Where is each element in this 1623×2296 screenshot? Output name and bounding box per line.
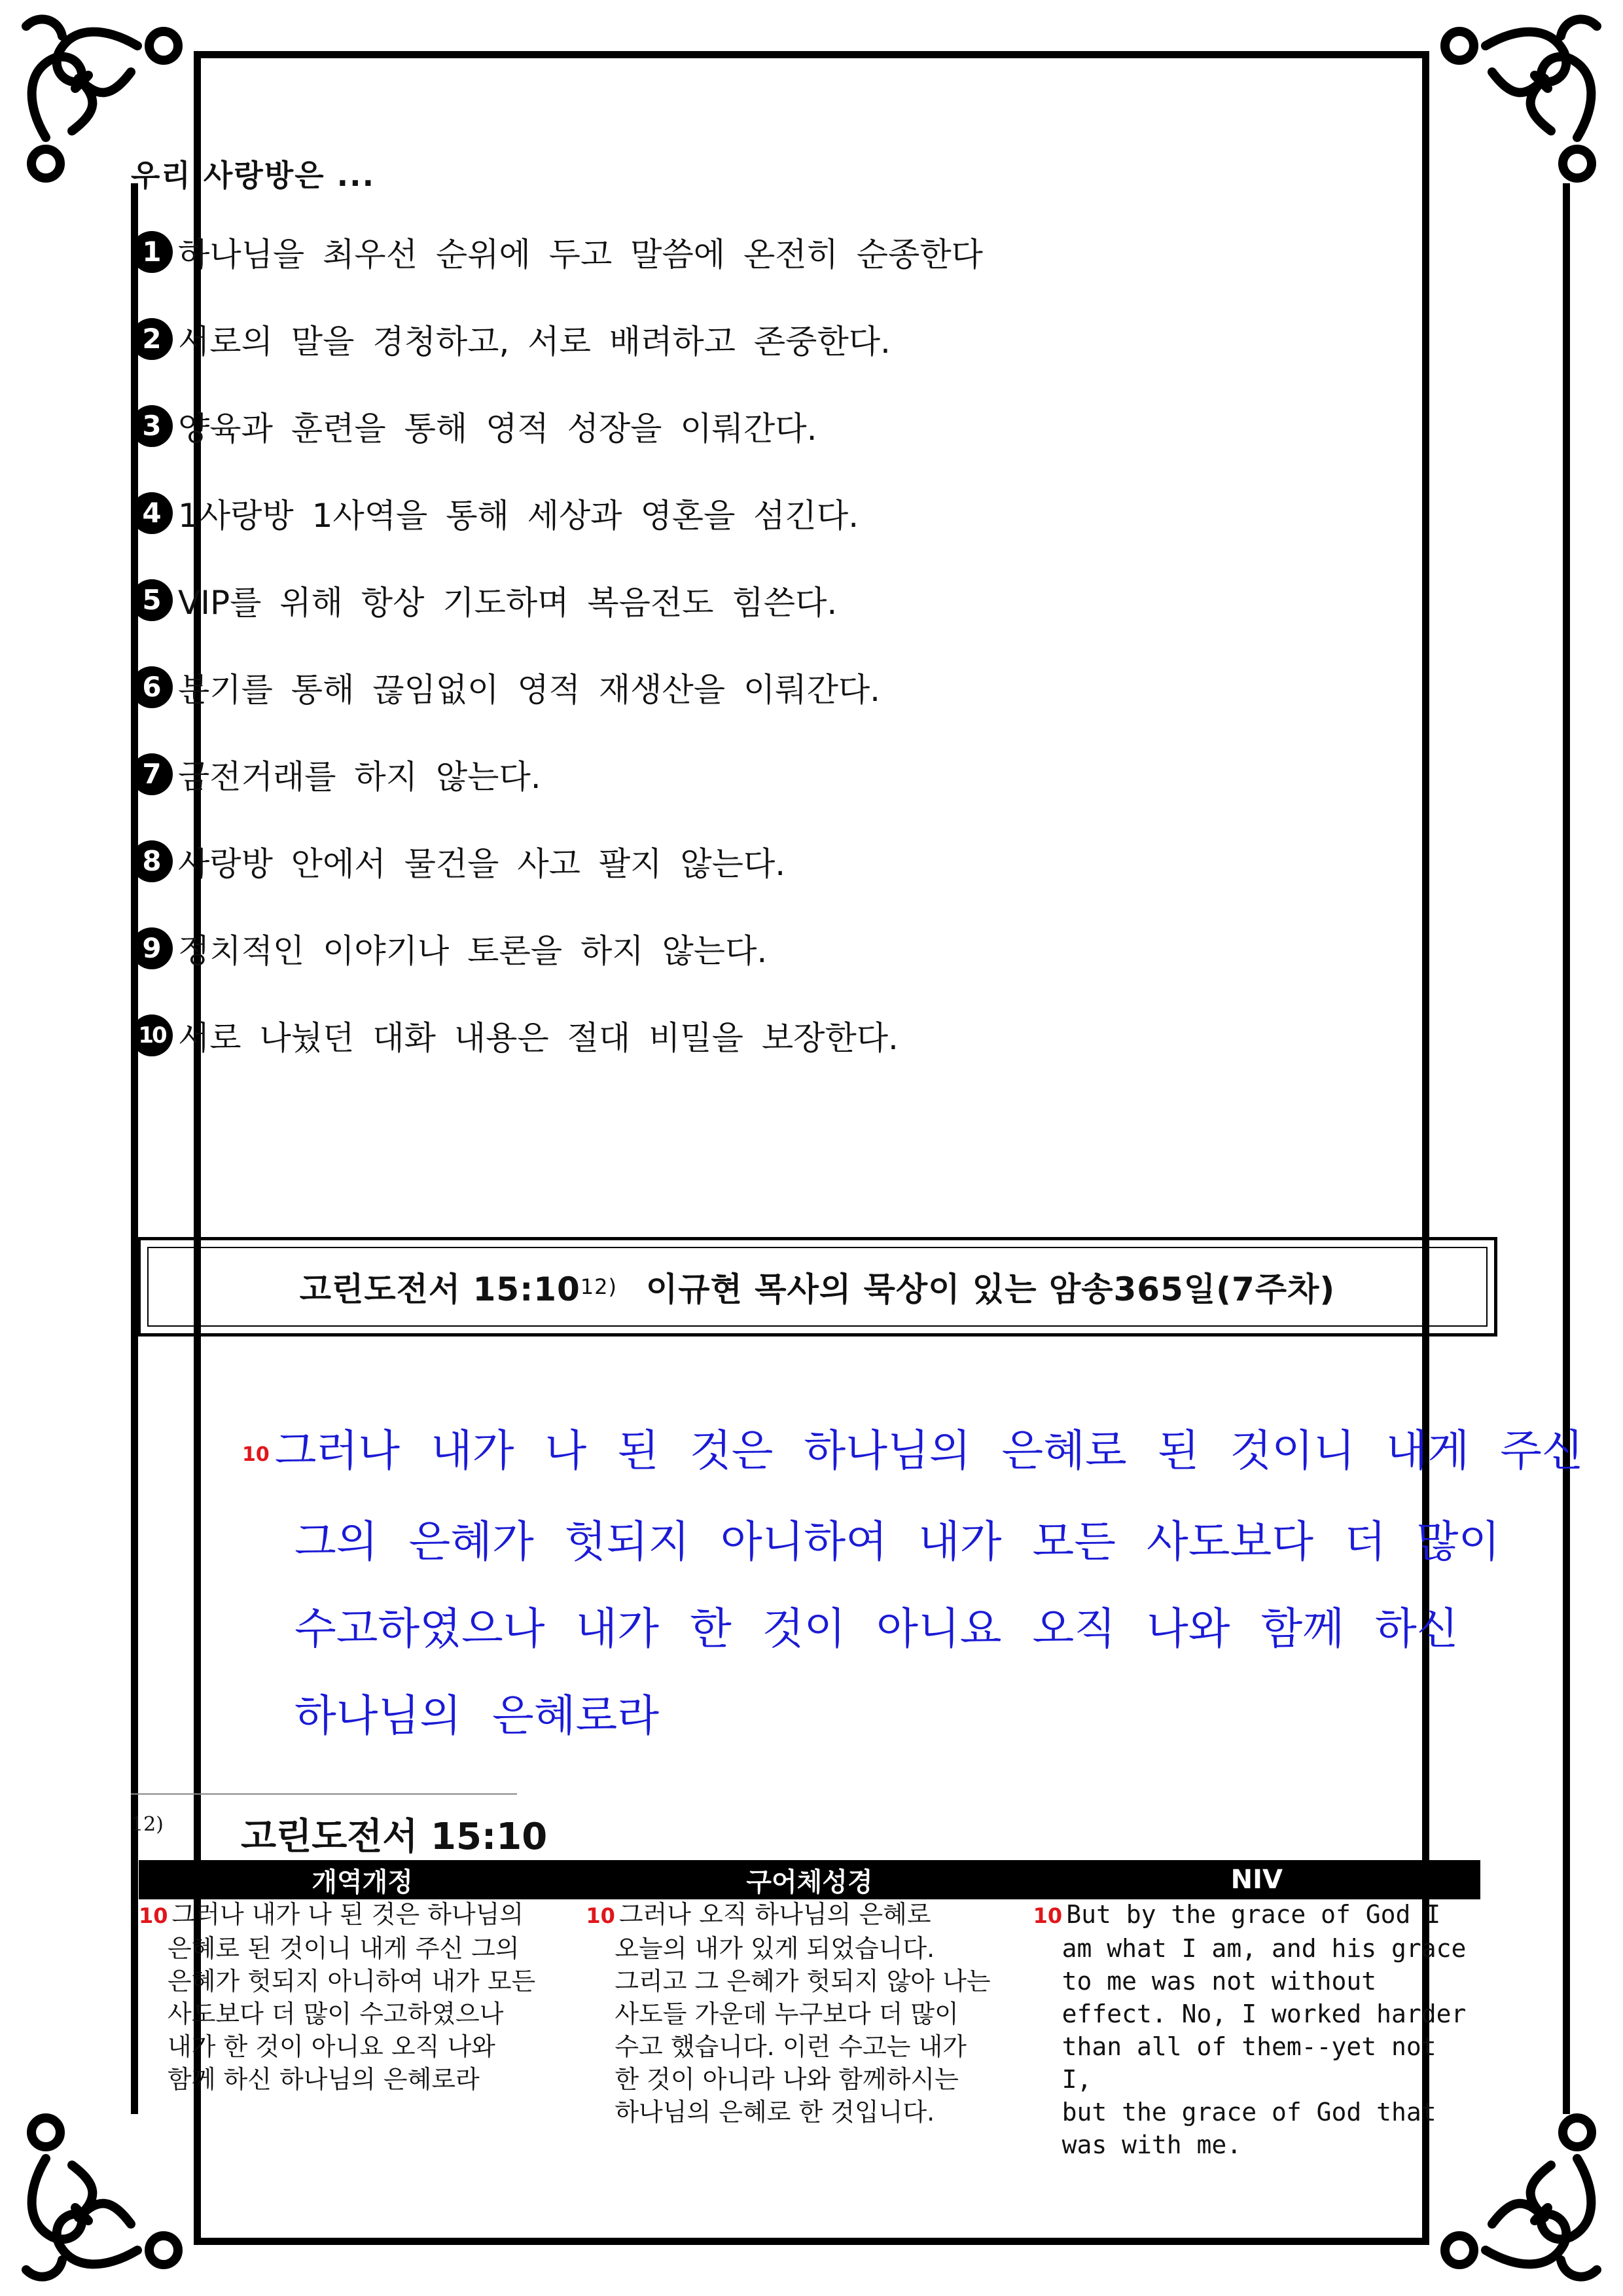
rule-item — [131, 208, 1374, 295]
rule-number-badge: 10 — [131, 1014, 173, 1056]
rule-number-badge: 8 — [131, 840, 173, 882]
column-header-niv: NIV — [1230, 1865, 1283, 1895]
rule-text: 양육과 훈련을 통해 영적 성장을 이뤄간다. — [178, 409, 817, 448]
rule-number-badge: 5 — [131, 579, 173, 621]
column-header-kor-revised: 개역개정 — [312, 1867, 413, 1897]
rule-text: 정치적인 이야기나 토론을 하지 않는다. — [178, 931, 768, 970]
footnote-marker: 12) — [131, 1813, 164, 1836]
rule-item — [131, 730, 1374, 817]
verse-caption: 이규현 목사의 묵상이 있는 암송365일(7주차) — [645, 1270, 1336, 1308]
rule-text: 금전거래를 하지 않는다. — [178, 757, 541, 796]
rule-number-badge: 7 — [131, 753, 173, 795]
rule-text: 1사랑방 1사역을 통해 세상과 영혼을 섬긴다. — [178, 496, 859, 535]
rule-text: VIP를 위해 항상 기도하며 복음전도 힘쓴다. — [178, 583, 838, 622]
verse-line: 10 그러나 내가 나 된 것은 하나님의 은혜로 된 것이니 내게 주신 — [242, 1426, 1584, 1476]
page-heading: 우리 사랑방은 ... — [131, 158, 376, 193]
verse-title-box — [137, 1237, 1497, 1336]
page-border-right — [1563, 183, 1570, 2114]
verse-reference: 고린도전서 15:10 — [299, 1270, 580, 1308]
translation-table-header — [139, 1860, 1480, 1899]
translation-text: But by the grace of God I am what I am, and his grace to me was not without effect. No, I worked harder than all of them--yet not I, but the grace of God that was with me. — [1061, 1900, 1467, 2159]
column-header-colloquial: 구어체성경 — [746, 1867, 873, 1897]
rule-number-badge: 6 — [131, 666, 173, 708]
rule-text: 하나님을 최우선 순위에 두고 말씀에 온전히 순종한다 — [178, 235, 983, 274]
translation-table-body — [139, 1898, 1480, 2161]
translation-text: 그러나 오직 하나님의 은혜로 오늘의 내가 있게 되었습니다. 그리고 그 은혜가 헛되지 않아 나는 사도들 가운데 누구보다 더 많이 수고 했습니다. 이런 수고는 내가 한 것이 아니라 나와 함께하시는 하나님의 은혜로 한 것입니다. — [615, 1900, 991, 2126]
translation-colloquial — [586, 1898, 1033, 2161]
rule-item — [131, 905, 1374, 992]
memory-verse — [242, 1407, 1584, 1759]
rule-text: 분기를 통해 끊임없이 영적 재생산을 이뤄간다. — [178, 670, 881, 709]
rule-number-badge: 4 — [131, 492, 173, 534]
verse-line: 그의 은혜가 헛되지 아니하여 내가 모든 사도보다 더 많이 — [294, 1516, 1501, 1567]
translation-text: 그러나 내가 나 된 것은 하나님의 은혜로 된 것이니 내게 주신 그의 은혜가 헛되지 아니하여 내가 모든 사도보다 더 많이 수고하였으나 내가 한 것이 아니요 오직 나와 함께 하신 하나님의 은혜로라 — [168, 1900, 536, 2094]
rule-text: 서로 나눴던 대화 내용은 절대 비밀을 보장한다. — [178, 1018, 899, 1057]
rule-number-badge: 1 — [131, 231, 173, 273]
rule-item — [131, 992, 1374, 1079]
footnote-title: 고린도전서 15:10 — [241, 1816, 548, 1858]
verse-number: 10 — [586, 1903, 615, 1928]
rule-number-badge: 3 — [131, 405, 173, 447]
rule-item — [131, 817, 1374, 905]
rule-item — [131, 295, 1374, 382]
rule-item — [131, 469, 1374, 556]
rule-text: 서로의 말을 경청하고, 서로 배려하고 존중한다. — [178, 322, 891, 361]
verse-number: 10 — [139, 1903, 168, 1928]
verse-line: 수고하였으나 내가 한 것이 아니요 오직 나와 함께 하신 — [294, 1603, 1459, 1654]
verse-number: 10 — [1033, 1903, 1063, 1928]
translation-niv — [1033, 1898, 1480, 2161]
rule-item — [131, 556, 1374, 643]
footnote-reference: 12) — [580, 1274, 617, 1299]
rule-text: 사랑방 안에서 물건을 사고 팔지 않는다. — [178, 844, 786, 883]
corner-ornament-top-right — [1427, 0, 1623, 196]
rule-number-badge: 9 — [131, 927, 173, 969]
verse-title — [147, 1247, 1488, 1327]
rules-list — [131, 208, 1374, 1079]
rule-item — [131, 382, 1374, 469]
rule-item — [131, 643, 1374, 730]
verse-number: 10 — [242, 1443, 270, 1466]
translation-kor-revised — [139, 1898, 586, 2161]
rule-number-badge: 2 — [131, 318, 173, 360]
verse-line: 하나님의 은혜로라 — [294, 1690, 660, 1741]
footnote-divider — [131, 1793, 517, 1795]
